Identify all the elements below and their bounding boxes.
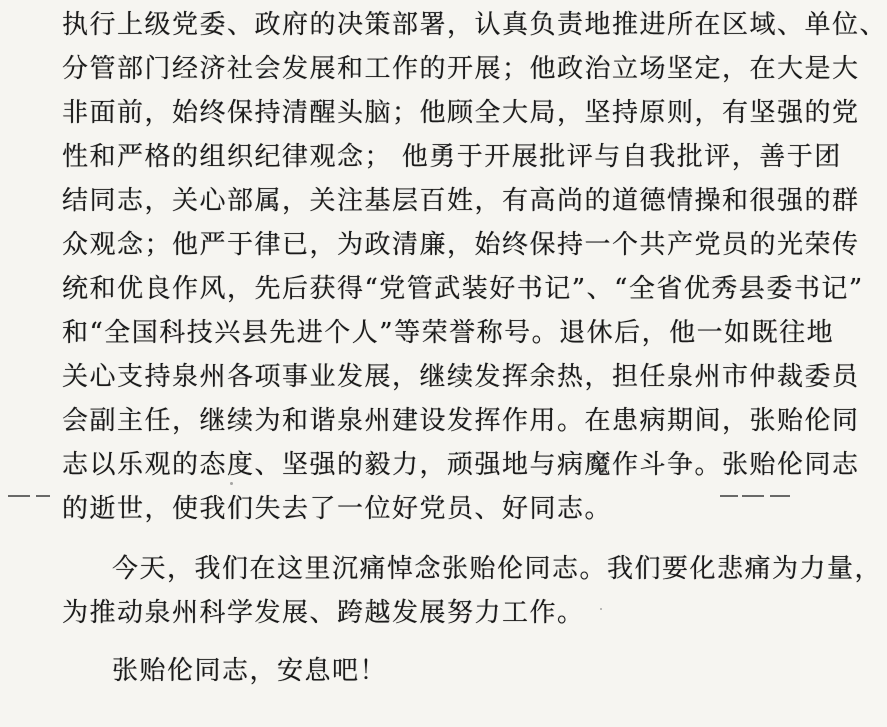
text-line: 性和严格的组织纪律观念； 他勇于开展批评与自我批评，善于团: [62, 142, 842, 172]
text-line: 的逝世，使我们失去了一位好党员、好同志。: [62, 494, 613, 524]
text-line: 结同志，关心部属，关注基层百姓，有高尚的道德情操和很强的群: [62, 186, 860, 216]
text-line: 和“全国科技兴县先进个人”等荣誉称号。退休后，他一如既往地: [62, 318, 835, 348]
text-line: 关心支持泉州各项事业发展，继续发挥余热，担任泉州市仲裁委员: [62, 362, 860, 392]
scan-fold-line: [0, 490, 800, 502]
text-line: 张贻伦同志，安息吧！: [112, 656, 388, 686]
scan-speck: [230, 482, 233, 485]
text-line: 众观念；他严于律已，为政清廉，始终保持一个共产党员的光荣传: [62, 230, 860, 260]
scan-speck: [600, 608, 602, 610]
text-line: 分管部门经济社会发展和工作的开展；他政治立场坚定，在大是大: [62, 54, 860, 84]
text-line: 非面前，始终保持清醒头脑；他顾全大局，坚持原则，有坚强的党: [62, 98, 860, 128]
text-line: 志以乐观的态度、坚强的毅力，顽强地与病魔作斗争。张贻伦同志: [62, 450, 860, 480]
text-line: 统和优良作风，先后获得“党管武装好书记”、“全省优秀县委书记”: [62, 274, 864, 304]
text-line: 为推动泉州科学发展、跨越发展努力工作。: [62, 598, 585, 628]
text-line: 今天，我们在这里沉痛悼念张贻伦同志。我们要化悲痛为力量，: [112, 554, 883, 584]
text-line: 会副主任，继续为和谐泉州建设发挥作用。在患病期间，张贻伦同: [62, 406, 860, 436]
text-line: 执行上级党委、政府的决策部署，认真负责地推进所在区域、单位、: [62, 10, 887, 40]
